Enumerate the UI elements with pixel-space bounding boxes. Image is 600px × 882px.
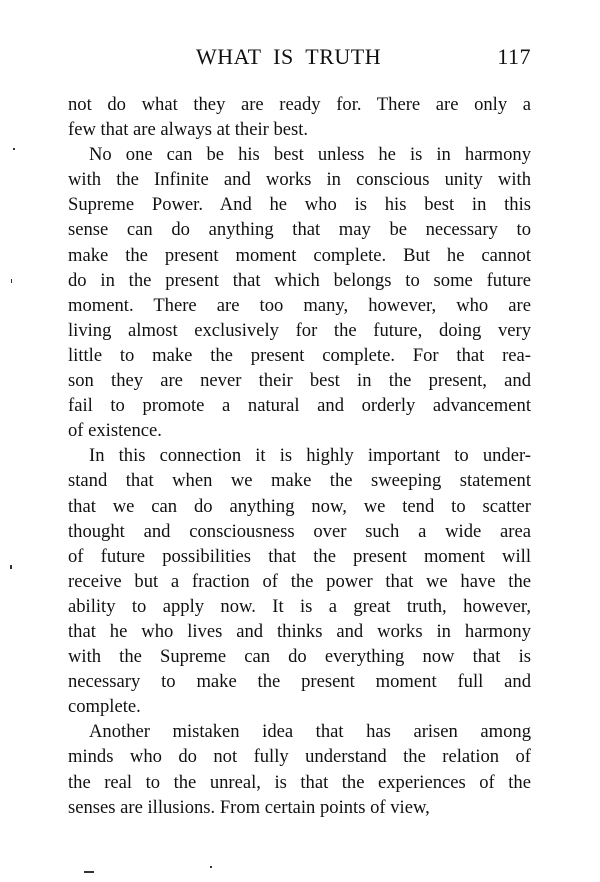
- scan-speck: [10, 565, 12, 569]
- paragraph: [68, 92, 531, 142]
- text-line: the real to the unreal, is that the experiences of the: [68, 771, 531, 793]
- running-head: [68, 44, 531, 72]
- text-line: living almost exclusively for the future, doing very: [68, 319, 531, 341]
- text-line: that we can do anything now, we tend to scatter: [68, 495, 531, 517]
- text-line: moment. There are too many, however, who are: [68, 294, 531, 316]
- text-line: sense can do anything that may be necessary to: [68, 219, 531, 241]
- text-line: few that are always at their best.: [68, 119, 309, 141]
- text-line: do in the present that which belongs to some future: [68, 269, 531, 291]
- text-line: not do what they are ready for. There are only a: [68, 94, 531, 115]
- paragraph: [68, 443, 531, 719]
- paragraph: [68, 142, 531, 443]
- scan-speck: [11, 279, 12, 283]
- text-line: ability to apply now. It is a great truth, however,: [68, 595, 531, 617]
- text-line: make the present moment complete. But he cannot: [68, 244, 531, 266]
- text-line: of existence.: [68, 420, 162, 442]
- body-text: [68, 92, 531, 820]
- text-line: thought and consciousness over such a wide area: [68, 520, 531, 542]
- text-line: minds who do not fully understand the relation of: [68, 746, 531, 768]
- running-title: WHAT IS TRUTH: [196, 44, 382, 69]
- text-line: stand that when we make the sweeping statement: [68, 470, 531, 492]
- scan-speck: [84, 871, 94, 873]
- text-line: son they are never their best in the present, and: [68, 370, 531, 392]
- text-line: Another mistaken idea that has arisen among: [89, 721, 531, 743]
- page-number: 117: [497, 44, 531, 69]
- text-line: with the Infinite and works in conscious unity with: [68, 169, 531, 191]
- paragraph: [68, 719, 531, 819]
- text-line: receive but a fraction of the power that we have the: [68, 570, 531, 592]
- scan-speck: [210, 866, 212, 868]
- text-line: Supreme Power. And he who is his best in this: [68, 194, 531, 216]
- text-line: little to make the present complete. For that rea-: [68, 344, 531, 366]
- text-line: of future possibilities that the present moment will: [68, 545, 531, 567]
- text-line: with the Supreme can do everything now that is: [68, 646, 531, 668]
- text-line: In this connection it is highly important to under-: [89, 445, 531, 467]
- text-line: fail to promote a natural and orderly advancement: [68, 395, 531, 417]
- text-line: necessary to make the present moment full and: [68, 671, 531, 693]
- text-line: complete.: [68, 696, 141, 718]
- scan-speck: [13, 148, 15, 150]
- text-line: that he who lives and thinks and works in harmony: [68, 620, 531, 642]
- text-line: No one can be his best unless he is in harmony: [89, 144, 531, 166]
- text-line: senses are illusions. From certain points of view,: [68, 796, 430, 818]
